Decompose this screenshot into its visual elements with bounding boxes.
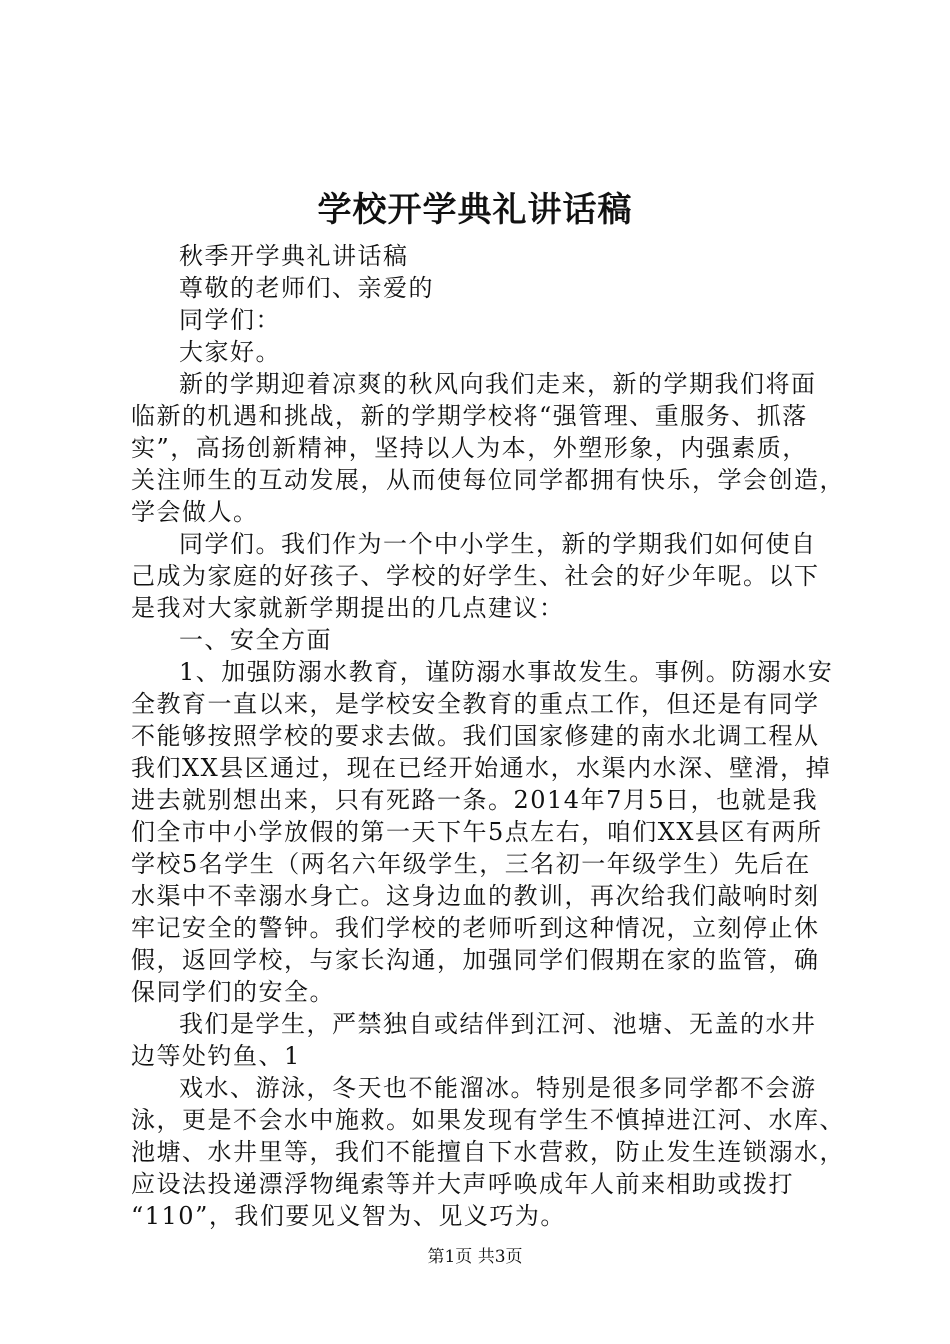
paragraph-line: 全教育一直以来，是学校安全教育的重点工作，但还是有同学 <box>131 690 820 718</box>
paragraph-line: 水渠中不幸溺水身亡。这身边血的教训，再次给我们敲响时刻 <box>131 882 820 910</box>
paragraph-line: 保同学们的安全。 <box>131 978 335 1006</box>
paragraph-line: 实”，高扬创新精神，坚持以人为本，外塑形象，内强素质， <box>131 434 808 462</box>
paragraph-line: 新的学期迎着凉爽的秋风向我们走来，新的学期我们将面 <box>179 370 817 398</box>
paragraph-line: 同学们： <box>179 306 281 334</box>
paragraph-line: 边等处钓鱼、1 <box>131 1042 301 1070</box>
paragraph-line: 临新的机遇和挑战，新的学期学校将“强管理、重服务、抓落 <box>131 402 808 430</box>
paragraph-line: 池塘、水井里等，我们不能擅自下水营救，防止发生连锁溺水， <box>131 1138 845 1166</box>
paragraph-line: 不能够按照学校的要求去做。我们国家修建的南水北调工程从 <box>131 722 820 750</box>
paragraph-line: 假，返回学校，与家长沟通，加强同学们假期在家的监管，确 <box>131 946 820 974</box>
paragraph-line: 尊敬的老师们、亲爱的 <box>179 274 434 302</box>
paragraph-line: 学校5名学生（两名六年级学生，三名初一年级学生）先后在 <box>131 850 811 878</box>
paragraph-line: 我们XX县区通过，现在已经开始通水，水渠内水深、壁滑，掉 <box>131 754 832 782</box>
paragraph-line: 同学们。我们作为一个中小学生，新的学期我们如何使自 <box>179 530 817 558</box>
paragraph-line: 学会做人。 <box>131 498 259 526</box>
paragraph-line: 己成为家庭的好孩子、学校的好学生、社会的好少年呢。以下 <box>131 562 820 590</box>
paragraph-line: 泳，更是不会水中施救。如果发现有学生不慎掉进江河、水库、 <box>131 1106 845 1134</box>
document-title: 学校开学典礼讲话稿 <box>317 190 633 230</box>
paragraph-line: 们全市中小学放假的第一天下午5点左右，咱们XX县区有两所 <box>131 818 823 846</box>
paragraph-line: 我们是学生，严禁独自或结伴到江河、池塘、无盖的水井 <box>179 1010 817 1038</box>
paragraph-line: 秋季开学典礼讲话稿 <box>179 242 409 270</box>
paragraph-line: “110”，我们要见义智为、见义巧为。 <box>131 1202 566 1230</box>
section-heading: 一、安全方面 <box>179 626 332 654</box>
paragraph-line: 是我对大家就新学期提出的几点建议： <box>131 594 565 622</box>
paragraph-line: 牢记安全的警钟。我们学校的老师听到这种情况，立刻停止休 <box>131 914 820 942</box>
paragraph-line: 大家好。 <box>179 338 281 366</box>
paragraph-line: 戏水、游泳，冬天也不能溜冰。特别是很多同学都不会游 <box>179 1074 817 1102</box>
document-body <box>131 240 845 1232</box>
paragraph-line: 进去就别想出来，只有死路一条。2014年7月5日，也就是我 <box>131 786 819 814</box>
paragraph-line: 关注师生的互动发展，从而使每位同学都拥有快乐，学会创造， <box>131 466 845 494</box>
paragraph-line: 应设法投递漂浮物绳索等并大声呼唤成年人前来相助或拨打 <box>131 1170 794 1198</box>
paragraph-line: 1、加强防溺水教育，谨防溺水事故发生。事例。防溺水安 <box>179 658 834 686</box>
page-footer: 第1页 共3页 <box>427 1247 523 1267</box>
